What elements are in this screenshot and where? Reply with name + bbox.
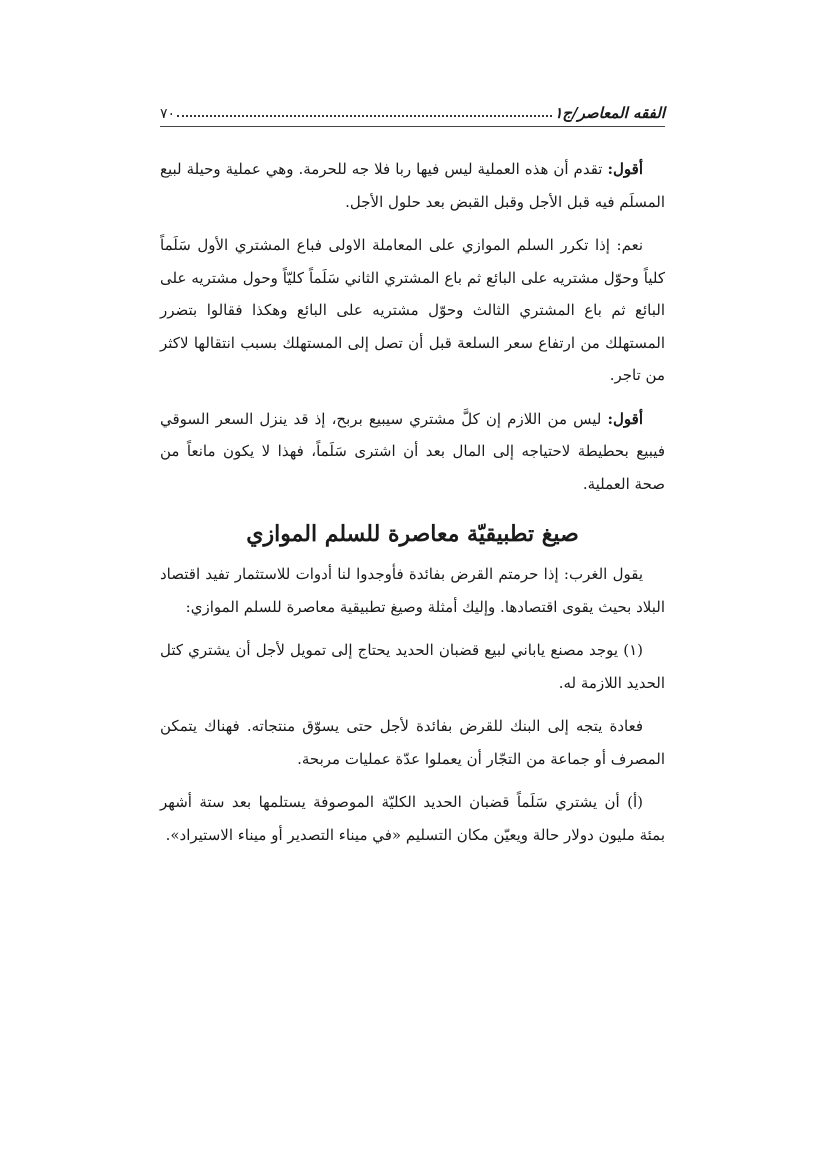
book-title: الفقه المعاصر/ج١	[554, 104, 665, 122]
paragraph-1-text: تقدم أن هذه العملية ليس فيها ربا فلا جه للحرمة. وهي عملية وحيلة لبيع المسلَم فيه قبل الأجل وقبل القبض بعد حلول الأجل.	[160, 160, 665, 211]
paragraph-3-lead: أقول:	[607, 409, 643, 428]
book-page	[160, 92, 665, 862]
section-heading: صيغ تطبيقيّة معاصرة للسلم الموازي	[246, 521, 579, 547]
paragraph-7: (أ) أن يشتري سَلَماً قضبان الحديد الكليّة الموصوفة يستلمها بعد ستة أشهر بمئة مليون دولار حالة ويعيّن مكان التسليم «في ميناء التصدير أو ميناء الاستيراد».	[160, 793, 665, 844]
paragraph-5: (١) يوجد مصنع ياباني لبيع قضبان الحديد يحتاج إلى تمويل لأجل أن يشتري كتل الحديد اللازمة له.	[160, 641, 665, 692]
paragraph-6: فعادة يتجه إلى البنك للقرض بفائدة لأجل حتى يسوّق منتجاته. فهناك يتمكن المصرف أو جماعة من التجّار أن يعملوا عدّة عمليات مربحة.	[160, 717, 665, 768]
header-dot-leader	[177, 115, 552, 117]
paragraph-3-text: ليس من اللازم إن كلَّ مشتري سيبيع بربح، إذ قد ينزل السعر السوقي فيبيع بحطيطة لاحتياجه إلى المال بعد أن اشترى سَلَماً، فهذا لا يكون مانعاً من صحة العملية.	[160, 409, 665, 493]
running-header	[160, 92, 665, 122]
page-body	[160, 153, 665, 851]
paragraph-4: يقول الغرب: إذا حرمتم القرض بفائدة فأوجدوا لنا أدوات للاستثمار تفيد اقتصاد البلاد بحيث يقوى اقتصادها. وإليك أمثلة وصيغ تطبيقية معاصرة للسلم الموازي:	[160, 565, 665, 616]
paragraph-1	[160, 153, 665, 218]
header-divider	[160, 126, 665, 127]
paragraph-1-lead: أقول:	[607, 160, 643, 178]
paragraph-2: نعم: إذا تكرر السلم الموازي على المعاملة الاولى فباع المشتري الأول سَلَماً كلياً وحوّل مشتريه على البائع ثم باع المشتري الثاني سَلَماً كليّاً وحول مشتريه على البائع ثم باع المشتري الثالث وحوّل مشتريه على البائع وهكذا فقالوا بتضرر المستهلك من ارتفاع سعر السلعة قبل أن تصل إلى المستهلك بسبب انتقالها لاكثر من تاجر.	[160, 236, 665, 384]
paragraph-3	[160, 403, 665, 501]
page-number: ٧٠	[160, 106, 176, 122]
